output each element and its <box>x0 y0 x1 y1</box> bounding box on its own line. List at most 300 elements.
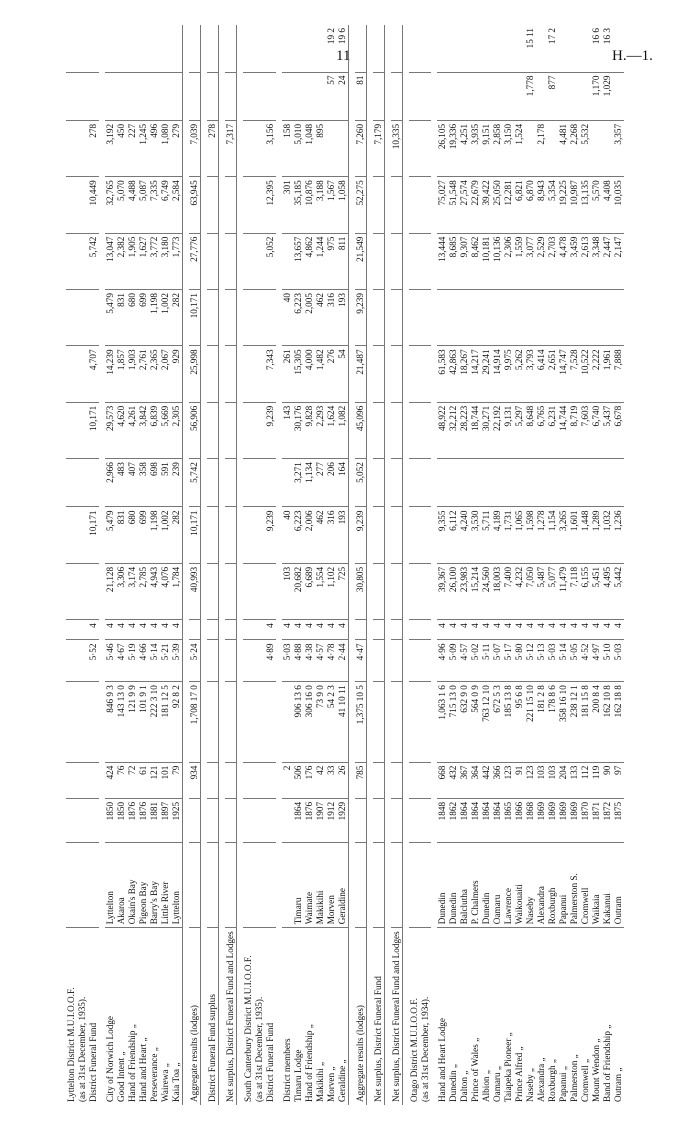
value-cell <box>66 233 77 289</box>
lodge-row <box>536 25 547 1105</box>
lodge-row <box>105 25 116 1105</box>
value-cell: 6,223 <box>293 507 304 563</box>
value-cell: 1,058 <box>337 177 349 233</box>
lodge-row <box>514 25 525 1105</box>
value-cell <box>207 233 219 289</box>
value-cell <box>265 563 276 619</box>
value-cell: 1869 <box>569 798 580 842</box>
value-cell: 1,524 <box>514 120 525 176</box>
value-cell: 5,711 <box>481 507 492 563</box>
value-cell: 158 <box>282 120 293 176</box>
value-cell <box>602 459 613 507</box>
value-cell <box>391 459 403 507</box>
lodge-row <box>171 25 183 1105</box>
value-cell: 1,778 <box>525 72 536 120</box>
value-cell: 4,943 <box>149 563 160 619</box>
value-cell: 27,776 <box>189 233 201 289</box>
lodge-place <box>225 843 237 928</box>
value-cell: 4,488 <box>127 177 138 233</box>
value-cell <box>171 25 183 72</box>
value-cell: 4 <box>437 620 448 640</box>
row-label: Morven „ <box>326 1066 336 1102</box>
value-cell: 1,244 <box>315 233 326 289</box>
value-cell: 5,442 <box>613 563 624 619</box>
lodge-place: Timaru <box>293 843 304 928</box>
value-cell <box>409 402 420 458</box>
value-cell <box>66 25 77 72</box>
value-cell: 366 <box>492 762 503 798</box>
value-cell <box>77 25 88 72</box>
value-cell <box>243 177 254 233</box>
value-cell: 3,357 <box>613 120 624 176</box>
value-cell: 5·39 <box>171 640 183 682</box>
value-cell: 5·14 <box>558 640 569 682</box>
value-cell <box>525 290 536 346</box>
value-cell: 1864 <box>481 798 492 842</box>
value-cell: 9,239 <box>265 402 276 458</box>
value-cell: 4·89 <box>265 640 276 682</box>
value-cell: 1,624 <box>326 402 337 458</box>
value-cell: 4 <box>149 620 160 640</box>
row-label: Geraldine „ <box>337 1059 347 1102</box>
row-label: Palmerston „ <box>569 1054 579 1102</box>
value-cell: 30,271 <box>481 402 492 458</box>
value-cell <box>88 459 99 507</box>
value-cell <box>503 290 514 346</box>
row-label: (as at 31st December, 1934). <box>420 996 430 1102</box>
lodge-row <box>459 25 470 1105</box>
value-cell: 28,223 <box>459 402 470 458</box>
value-cell: 10,522 <box>580 346 591 402</box>
value-cell: 1,278 <box>536 507 547 563</box>
value-cell: 8,685 <box>448 233 459 289</box>
value-cell <box>580 25 591 72</box>
value-cell <box>254 233 265 289</box>
value-cell <box>77 177 88 233</box>
value-cell <box>207 620 219 640</box>
value-cell <box>373 798 385 842</box>
value-cell <box>373 290 385 346</box>
value-cell: 367 <box>459 762 470 798</box>
value-cell <box>580 72 591 120</box>
value-cell: 103 <box>282 563 293 619</box>
row-label: Good Intent „ <box>116 1051 126 1102</box>
value-cell: 5,354 <box>547 177 558 233</box>
value-cell <box>470 25 481 72</box>
value-cell: 1876 <box>127 798 138 842</box>
value-cell: 1864 <box>492 798 503 842</box>
value-cell: 2,268 <box>569 120 580 176</box>
value-cell <box>88 682 99 762</box>
section-date <box>77 25 88 1105</box>
value-cell: 5·52 <box>88 640 99 682</box>
lodge-place: Barry's Bay <box>149 843 160 928</box>
lodge-place <box>265 843 276 928</box>
value-cell: 1850 <box>105 798 116 842</box>
value-cell <box>189 72 201 120</box>
value-cell <box>409 233 420 289</box>
net-surplus-row <box>391 25 403 1105</box>
value-cell: 7,528 <box>569 346 580 402</box>
value-cell <box>481 290 492 346</box>
value-cell: 25,998 <box>189 346 201 402</box>
value-cell: 1865 <box>503 798 514 842</box>
row-label: Kaia Toa „ <box>171 1062 181 1102</box>
value-cell: 5,451 <box>591 563 602 619</box>
value-cell <box>254 798 265 842</box>
value-cell: 3,188 <box>315 177 326 233</box>
value-cell: 33 <box>326 762 337 798</box>
value-cell: 54 2 3 <box>326 682 337 762</box>
value-cell <box>391 798 403 842</box>
value-cell <box>88 290 99 346</box>
value-cell: 10,335 <box>391 120 403 176</box>
value-cell: 4 <box>481 620 492 640</box>
value-cell <box>391 507 403 563</box>
value-cell: 5·07 <box>492 640 503 682</box>
value-cell: 5·03 <box>282 640 293 682</box>
value-cell: 7,888 <box>613 346 624 402</box>
value-cell <box>558 290 569 346</box>
value-cell: 30,176 <box>293 402 304 458</box>
value-cell: 5·19 <box>127 640 138 682</box>
value-cell: 698 <box>149 459 160 507</box>
value-cell: 785 <box>355 762 367 798</box>
value-cell <box>138 25 149 72</box>
row-label: Prince of Wales „ <box>470 1037 480 1102</box>
value-cell <box>409 507 420 563</box>
value-cell: 4 <box>160 620 171 640</box>
value-cell <box>127 25 138 72</box>
row-label: (as at 31st December, 1935). <box>77 996 87 1102</box>
lodge-row <box>602 25 613 1105</box>
value-cell <box>437 25 448 72</box>
value-cell <box>225 798 237 842</box>
value-cell: 668 <box>437 762 448 798</box>
value-cell <box>293 25 304 72</box>
value-cell: 193 <box>337 507 349 563</box>
value-cell <box>569 72 580 120</box>
value-cell: 143 13 0 <box>116 682 127 762</box>
row-label: Dalton „ <box>459 1070 469 1102</box>
value-cell <box>66 682 77 762</box>
value-cell: 5·12 <box>525 640 536 682</box>
lodge-place <box>243 843 254 928</box>
value-cell: 5·13 <box>536 640 547 682</box>
row-label: Hand of Friendship „ <box>304 1024 314 1102</box>
value-cell: 97 <box>613 762 624 798</box>
row-label: Aggregate results (lodges) <box>355 1005 365 1102</box>
value-cell <box>391 762 403 798</box>
value-cell: 11,479 <box>558 563 569 619</box>
row-label: Outram „ <box>613 1067 623 1102</box>
value-cell: 6,765 <box>536 402 547 458</box>
value-cell <box>420 459 431 507</box>
value-cell: 1,773 <box>171 233 183 289</box>
value-cell: 846 9 3 <box>105 682 116 762</box>
value-cell: 6,678 <box>613 402 624 458</box>
value-cell <box>207 402 219 458</box>
value-cell: 5,742 <box>88 233 99 289</box>
value-cell <box>207 346 219 402</box>
value-cell <box>514 25 525 72</box>
row-label: Hand and Heart „ <box>138 1037 148 1102</box>
value-cell <box>420 620 431 640</box>
value-cell: 1,905 <box>127 233 138 289</box>
value-cell: 1871 <box>591 798 602 842</box>
row-label: Hand and Heart Lodge <box>437 1018 447 1102</box>
row-label: Roxburgh „ <box>547 1059 557 1102</box>
value-cell <box>225 233 237 289</box>
value-cell: 54 <box>337 346 349 402</box>
lodge-place: Kakanui <box>602 843 613 928</box>
value-cell: 715 13 0 <box>448 682 459 762</box>
value-cell <box>355 25 367 72</box>
value-cell: 5·80 <box>514 640 525 682</box>
value-cell <box>88 72 99 120</box>
value-cell <box>254 120 265 176</box>
value-cell <box>254 402 265 458</box>
row-label: District Funeral Fund <box>265 1022 275 1102</box>
value-cell <box>66 346 77 402</box>
lodge-row <box>470 25 481 1105</box>
value-cell: 1864 <box>293 798 304 842</box>
value-cell: 4,478 <box>558 233 569 289</box>
value-cell <box>77 72 88 120</box>
value-cell: 4 <box>105 620 116 640</box>
value-cell: 121 9 9 <box>127 682 138 762</box>
lodge-place: Waimate <box>304 843 315 928</box>
value-cell: 181 2 8 <box>536 682 547 762</box>
value-cell <box>254 25 265 72</box>
value-cell <box>591 120 602 176</box>
lodge-place: Dunedin <box>437 843 448 928</box>
value-cell: 424 <box>105 762 116 798</box>
value-cell: 222 3 10 <box>149 682 160 762</box>
value-cell: 4·57 <box>315 640 326 682</box>
value-cell: 21,487 <box>355 346 367 402</box>
value-cell: 57 <box>326 72 337 120</box>
value-cell: 3,842 <box>138 402 149 458</box>
value-cell <box>373 25 385 72</box>
value-cell: 5·03 <box>613 640 624 682</box>
value-cell: 5·17 <box>503 640 514 682</box>
value-cell: 364 <box>470 762 481 798</box>
lodge-place: Outram <box>613 843 624 928</box>
value-cell: 282 <box>171 290 183 346</box>
value-cell: 2,703 <box>547 233 558 289</box>
value-cell <box>503 25 514 72</box>
value-cell <box>207 563 219 619</box>
value-cell <box>265 459 276 507</box>
value-cell: 26,105 <box>437 120 448 176</box>
value-cell <box>459 72 470 120</box>
value-cell: 15,214 <box>470 563 481 619</box>
value-cell: 4 <box>602 620 613 640</box>
value-cell <box>536 25 547 72</box>
value-cell <box>66 620 77 640</box>
value-cell: 2,651 <box>547 346 558 402</box>
value-cell: 1,080 <box>160 120 171 176</box>
value-cell <box>391 620 403 640</box>
value-cell <box>66 290 77 346</box>
lodge-row <box>569 25 580 1105</box>
value-cell: 143 <box>282 402 293 458</box>
section-header <box>66 25 77 1105</box>
value-cell: 725 <box>337 563 349 619</box>
value-cell: 6,740 <box>591 402 602 458</box>
value-cell: 4 <box>171 620 183 640</box>
value-cell <box>243 507 254 563</box>
lodge-place: Okain's Bay <box>127 843 138 928</box>
value-cell <box>225 459 237 507</box>
value-cell: 5,532 <box>580 120 591 176</box>
value-cell <box>225 563 237 619</box>
value-cell <box>492 459 503 507</box>
value-cell: 3,530 <box>470 507 481 563</box>
value-cell: 1864 <box>459 798 470 842</box>
value-cell <box>525 120 536 176</box>
value-cell <box>420 72 431 120</box>
value-cell: 2 <box>282 762 293 798</box>
section-header <box>409 25 420 1105</box>
value-cell <box>88 798 99 842</box>
row-label: Makikihi „ <box>315 1061 325 1102</box>
row-label: (as at 31st December, 1935). <box>254 996 264 1102</box>
value-cell <box>569 290 580 346</box>
value-cell: 975 <box>326 233 337 289</box>
value-cell: 1897 <box>160 798 171 842</box>
value-cell <box>77 402 88 458</box>
value-cell: 506 <box>293 762 304 798</box>
value-cell <box>613 72 624 120</box>
value-cell: 3,271 <box>293 459 304 507</box>
value-cell <box>391 682 403 762</box>
value-cell <box>373 563 385 619</box>
lodge-row <box>448 25 459 1105</box>
value-cell: 8,462 <box>470 233 481 289</box>
value-cell: 162 10 8 <box>602 682 613 762</box>
value-cell: 7,335 <box>149 177 160 233</box>
value-cell <box>492 72 503 120</box>
value-cell: 3,150 <box>503 120 514 176</box>
value-cell: 17 2 <box>547 28 557 45</box>
value-cell <box>409 346 420 402</box>
row-label: Alexandra „ <box>536 1057 546 1102</box>
value-cell: 3,192 <box>105 120 116 176</box>
value-cell <box>225 682 237 762</box>
value-cell: 1,482 <box>315 346 326 402</box>
value-cell: 450 <box>116 120 127 176</box>
value-cell: 3,348 <box>591 233 602 289</box>
value-cell <box>459 25 470 72</box>
value-cell: 101 9 1 <box>138 682 149 762</box>
value-cell: 14,747 <box>558 346 569 402</box>
value-cell <box>391 177 403 233</box>
value-cell <box>243 798 254 842</box>
value-cell: 81 <box>355 72 367 120</box>
value-cell <box>391 346 403 402</box>
value-cell <box>243 563 254 619</box>
value-cell <box>514 459 525 507</box>
value-cell <box>459 459 470 507</box>
value-cell: 4,240 <box>459 507 470 563</box>
value-cell: 5,297 <box>514 402 525 458</box>
value-cell <box>337 120 349 176</box>
value-cell: 4 <box>470 620 481 640</box>
value-cell <box>420 402 431 458</box>
value-cell: 51,548 <box>448 177 459 233</box>
value-cell: 1869 <box>536 798 547 842</box>
value-cell: 5,087 <box>138 177 149 233</box>
value-cell: 4 <box>536 620 547 640</box>
value-cell: 9,828 <box>304 402 315 458</box>
value-cell: 4·88 <box>293 640 304 682</box>
value-cell <box>409 120 420 176</box>
value-cell: 24 <box>337 72 349 120</box>
value-cell: 1912 <box>326 798 337 842</box>
value-cell: 2·44 <box>337 640 349 682</box>
value-cell <box>254 459 265 507</box>
value-cell: 1,784 <box>171 563 183 619</box>
value-cell: 123 <box>525 762 536 798</box>
lodge-row <box>437 25 448 1105</box>
value-cell <box>420 762 431 798</box>
value-cell: 278 <box>88 120 99 176</box>
value-cell <box>569 25 580 72</box>
value-cell: 5,479 <box>105 507 116 563</box>
value-cell: 162 18 8 <box>613 682 624 762</box>
value-cell: 895 <box>315 120 326 176</box>
value-cell <box>373 507 385 563</box>
value-cell: 19,225 <box>558 177 569 233</box>
value-cell: 2,613 <box>580 233 591 289</box>
value-cell: 6,155 <box>580 563 591 619</box>
value-cell: 4 <box>514 620 525 640</box>
lodge-row <box>481 25 492 1105</box>
row-label: Hand of Friendship „ <box>127 1024 137 1102</box>
value-cell: 1,154 <box>547 507 558 563</box>
value-cell: 10,987 <box>569 177 580 233</box>
value-cell: 4,261 <box>127 402 138 458</box>
value-cell: 32,765 <box>105 177 116 233</box>
value-cell: 564 0 9 <box>470 682 481 762</box>
value-cell <box>409 682 420 762</box>
value-cell <box>373 177 385 233</box>
lodge-place: Waikouaiti <box>514 843 525 928</box>
lodge-row <box>138 25 149 1105</box>
value-cell <box>77 563 88 619</box>
lodge-row <box>315 25 326 1105</box>
value-cell <box>149 72 160 120</box>
section-date <box>254 25 265 1105</box>
value-cell <box>470 459 481 507</box>
value-cell: 929 <box>171 346 183 402</box>
value-cell: 56,906 <box>189 402 201 458</box>
row-label: Dunedin „ <box>448 1063 458 1102</box>
value-cell <box>391 233 403 289</box>
value-cell <box>391 640 403 682</box>
value-cell: 5,479 <box>105 290 116 346</box>
lodge-row <box>580 25 591 1105</box>
value-cell: 3,180 <box>160 233 171 289</box>
value-cell: 3,772 <box>149 233 160 289</box>
lodge-place: Oamaru <box>492 843 503 928</box>
value-cell: 7,039 <box>189 120 201 176</box>
value-cell: 301 <box>282 177 293 233</box>
value-cell <box>580 459 591 507</box>
value-cell: 1881 <box>149 798 160 842</box>
